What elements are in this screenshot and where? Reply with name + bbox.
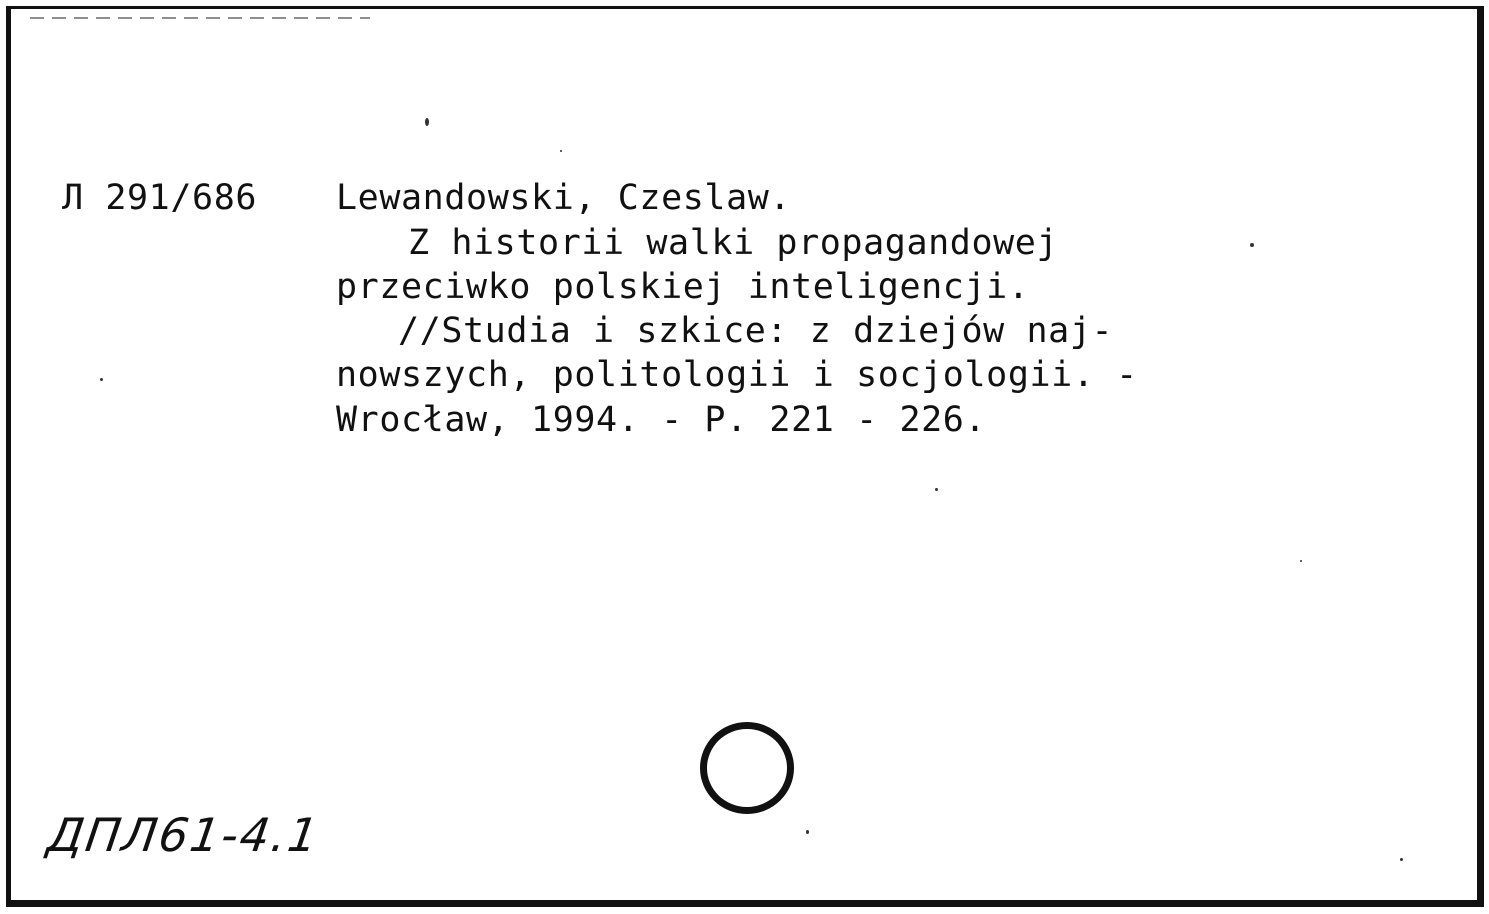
title-line-2: przeciwko polskiej inteligencji. <box>336 267 1030 307</box>
speck <box>806 830 809 834</box>
source-line-1: //Studia i szkice: z dziejów naj- <box>398 311 1114 351</box>
speck <box>1250 243 1254 247</box>
speck <box>560 150 562 152</box>
punch-hole <box>700 722 794 814</box>
source-line-2: nowszych, politologii i socjologii. - <box>336 355 1138 395</box>
speck <box>1300 560 1302 562</box>
handwritten-note: ДПЛ61-4.1 <box>44 808 324 862</box>
speck <box>935 488 938 491</box>
call-number: Л 291/686 <box>62 178 258 218</box>
imprint-line: Wrocław, 1994. - P. 221 - 226. <box>336 400 987 440</box>
speck <box>100 378 103 381</box>
author-line: Lewandowski, Czeslaw. <box>336 178 792 218</box>
title-line-1: Z historii walki propagandowej <box>408 223 1059 263</box>
scan-artifact-line <box>30 17 370 19</box>
speck <box>1400 858 1403 861</box>
speck <box>425 118 429 126</box>
